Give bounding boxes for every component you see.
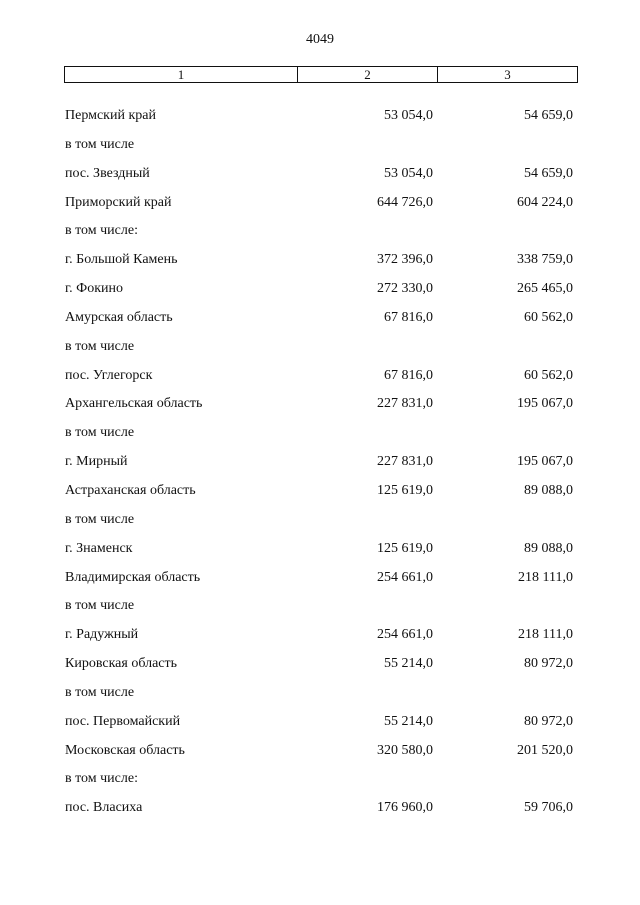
column-header-3: 3 [504,67,511,82]
row-name: пос. Власиха [65,800,143,816]
table-row [0,506,640,535]
row-name: в том числе [65,684,135,700]
row-name: Приморский край [65,194,172,210]
row-value-col3: 54 659,0 [524,165,573,181]
row-value-col3: 218 111,0 [518,627,573,643]
row-value-col3: 80 972,0 [524,656,573,672]
row-name: Астраханская область [65,482,196,498]
row-value-col2: 55 214,0 [384,713,433,729]
row-value-col2: 227 831,0 [377,396,433,412]
table-row [0,217,640,246]
row-value-col2: 254 661,0 [377,627,433,643]
table-row [0,448,640,477]
row-name: г. Мирный [65,454,128,470]
row-value-col2: 227 831,0 [377,454,433,470]
table-row [0,189,640,218]
row-name: г. Радужный [65,627,139,643]
row-value-col2: 644 726,0 [377,194,433,210]
row-value-col3: 201 520,0 [517,742,573,758]
table-row [0,708,640,737]
row-name: Кировская область [65,656,178,672]
table-row [0,737,640,766]
row-name: Архангельская область [65,396,203,412]
row-value-col3: 60 562,0 [524,309,573,325]
row-value-col2: 125 619,0 [377,482,433,498]
row-value-col2: 67 816,0 [384,367,433,383]
row-name: в том числе: [65,223,138,239]
row-value-col2: 254 661,0 [377,569,433,585]
row-value-col2: 53 054,0 [384,165,433,181]
table-row [0,621,640,650]
row-name: г. Фокино [65,281,124,297]
table-row [0,477,640,506]
row-value-col2: 320 580,0 [377,742,433,758]
table-row [0,102,640,131]
row-value-col2: 55 214,0 [384,656,433,672]
row-value-col3: 60 562,0 [524,367,573,383]
row-name: Пермский край [65,108,156,123]
table-body [0,102,640,823]
table-row [0,535,640,564]
row-name: в том числе [65,511,135,527]
row-value-col3: 54 659,0 [524,108,573,123]
row-name: г. Большой Камень [65,252,178,268]
row-value-col2: 53 054,0 [384,108,433,123]
row-name: Владимирская область [65,569,201,585]
row-value-col2: 176 960,0 [377,800,433,816]
row-value-col3: 80 972,0 [524,713,573,729]
row-name: в том числе [65,598,135,614]
page-number: 4049 [306,32,334,47]
row-name: в том числе [65,338,135,354]
row-value-col2: 125 619,0 [377,540,433,556]
row-name: в том числе [65,136,135,152]
row-value-col3: 89 088,0 [524,482,573,498]
table-row [0,333,640,362]
row-name: Московская область [65,742,185,758]
table-row [0,564,640,593]
table-row [0,131,640,160]
row-name: в том числе [65,425,135,441]
table-row [0,765,640,794]
row-name: пос. Первомайский [65,713,181,729]
row-value-col3: 59 706,0 [524,800,573,816]
row-value-col3: 218 111,0 [518,569,573,585]
table-row [0,304,640,333]
column-header-1: 1 [65,67,298,82]
row-value-col3: 195 067,0 [517,454,573,470]
table-row [0,390,640,419]
table-row [0,419,640,448]
row-value-col2: 67 816,0 [384,309,433,325]
table-row [0,794,640,823]
table-row [0,650,640,679]
table-row [0,362,640,391]
row-value-col3: 338 759,0 [517,252,573,268]
row-value-col2: 272 330,0 [377,281,433,297]
row-name: г. Знаменск [65,540,133,556]
row-name: пос. Углегорск [65,367,153,383]
row-value-col3: 195 067,0 [517,396,573,412]
table-row [0,246,640,275]
row-value-col3: 604 224,0 [517,194,573,210]
table-row [0,160,640,189]
row-value-col2: 372 396,0 [377,252,433,268]
table-row [0,679,640,708]
row-value-col3: 89 088,0 [524,540,573,556]
row-name: в том числе: [65,771,138,787]
table-row [0,592,640,621]
column-header-2: 2 [298,67,438,82]
row-name: пос. Звездный [65,165,150,181]
table-row [0,275,640,304]
column-header-row [64,66,578,83]
row-value-col3: 265 465,0 [517,281,573,297]
row-name: Амурская область [65,309,173,325]
